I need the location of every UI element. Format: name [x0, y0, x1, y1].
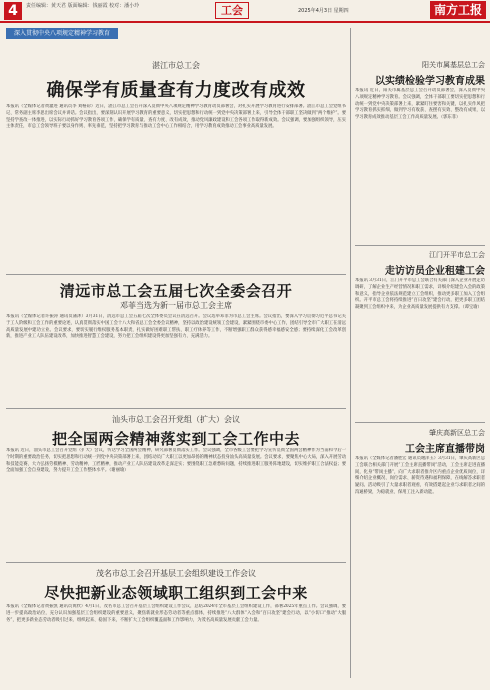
right1-headline: 以实绩检验学习教育成果 [375, 76, 485, 87]
column-tag: 深入贯彻中央八项规定精神学习教育 [6, 28, 118, 39]
article4-body [6, 604, 346, 684]
page-header [0, 0, 490, 22]
right3-text: 本报讯（全媒体记者潘胜宏 通讯员谢泽玉）3月31日，肇庆高新区总工会联合相关部门开展“工会主席直播带岗”活动，工会主席走进直播间，化身“带岗主播”，向广大求职者推介区内重点企业优质岗位，详细介绍企业概况、岗位需求、薪资待遇和福利保障，在线解答求职者疑问。活动吸引了大量求职者观看，有效搭建起企业与求职者之间的沟通桥梁，为稳就业、保用工注入新动能。 [355, 456, 485, 495]
article4-headline: 尽快把新业态领域职工组织到工会中来 [44, 584, 308, 602]
right-divider-1 [355, 245, 485, 246]
editor-credits [26, 3, 139, 10]
article2-headline: 清远市总工会五届七次全委会召开 [59, 282, 293, 300]
right1-kicker: 阳关市属基层总工会 [422, 61, 485, 69]
article1-text: 本报讯（全媒体记者黄灌进 通讯员李 刘格彩）近日，湛江市总工会召开深入贯彻中央八项规定精神学习教育动员部署会，对扎实开展学习教育进行安排部署。湛江市总工会党组书记、常务副主席李思出席会议并讲话。会议指出，要深刻认识开展学习教育的重要意义，切实把思想和行动统一到党中央决策部署上来，引导全体干部职工坚决做到“两个维护”。要坚持学查改一体推进，以实际行动抓好学习教育各项工作，确保学有质量、查有力度、改有成效，推动党风廉政建设和工会各项工作取得新成效。会议强调，要加强组织领导，压实主体责任，市总工会领导班子要以身作则、率先垂范，坚持把学习教育与推动工会中心工作相结合，用学习教育成效推动工会事业高质量发展。 [6, 104, 346, 130]
article1-headline: 确保学有质量查有力度改有成效 [46, 80, 306, 101]
article2-body [6, 314, 346, 404]
article2-text: 本报讯（全媒体记者许振涛 通讯员蒲沐）3月31日，清远市总工会五届七次全体委员会议在清远召开。会议选举邓菲为市总工会主席。会议指出，要深入学习贯彻习近平总书记关于工人阶级和工会工作的重要论述，认真贯彻落实中国工会十八大和省总工会全委会议精神，坚持以政治建设统领工会建设，紧紧围绕市委中心工作，团结引导全市广大职工在清远高质量发展中建功立业。会议要求，要切实履行维权服务基本职责，扎实做好困难职工帮扶、职工疗休养等工作，不断增强职工群众获得感幸福感安全感；要持续深化工会改革创新，推进产业工人队伍建设改革，加快推进智慧工会建设，努力把工会组织建设得更加坚强有力、充满活力。 [6, 314, 346, 340]
article3-headline: 把全国两会精神落实到工会工作中去 [51, 430, 300, 448]
section-divider-2 [6, 408, 346, 409]
column-divider [350, 28, 351, 678]
article3-text: 本报讯 近日，汕头市总工会召开党组（扩大）会议，传达学习全国两会精神，研究部署贯彻落实工作。会议强调，全市各级工会要把学习宣传贯彻全国两会精神作为当前和今后一个时期的重要政治任务，切实把思想和行动统一到党中央决策部署上来，团结动员广大职工以更加昂扬的精神状态投身汕头高质量发展。会议要求，要聚焦中心大局，深入开展劳动和技能竞赛，大力弘扬劳模精神、劳动精神、工匠精神，推动产业工人队伍建设改革走深走实；要围绕职工急难愁盼问题，持续推进职工服务阵地建设，切实维护职工合法权益；要全面加强工会自身建设，努力提升工会工作整体水平。（谢丽瑜） [6, 448, 346, 474]
section-divider [6, 274, 346, 275]
section-divider-3 [6, 562, 346, 563]
article4-kicker: 茂名市总工会召开基层工会组织建设工作会议 [96, 569, 256, 578]
right2-text: 本报讯 3月31日，江门开平市总工会联合有关部门深入企业开展走访调研，了解企业生产经营情况和职工需求，详细介绍建会入会的政策和意义，指导企业依法规范建立工会组织，推动更多职工加入工会组织。开平市总工会将持续推进“百日攻坚”建会行动，把更多职工团结凝聚到工会组织中来，为企业高质量发展提供有力支撑。（谭宝瑜） [355, 278, 485, 311]
page-number: 4 [4, 2, 22, 20]
section-label: 工会 [215, 2, 249, 19]
article2-kicker: 邓菲当选为新一届市总工会主席 [120, 301, 232, 310]
newspaper-masthead: 南方工报 [430, 1, 486, 19]
right-divider-2 [355, 422, 485, 423]
right2-kicker: 江门开平市总工会 [429, 251, 485, 259]
article3-kicker: 汕头市总工会召开党组（扩大）会议 [112, 415, 240, 424]
right3-headline: 工会主席直播带岗 [405, 444, 485, 455]
article3-body [6, 448, 346, 558]
article4-text: 本报讯（全媒体记者黄振凯 通讯员黄欣）4月1日，茂名市总工会召开基层工会组织建设工作会议，总结2024年全市基层工会组织建设工作，部署2025年重点工作。会议强调，要进一步提高政治站位，充分认识加强基层工会组织建设的重要意义，聚焦新就业形态劳动者等重点群体，持续推进“八大群体”入会和“百日攻坚”建会行动，以“小切口”推动“大服务”，把更多新业态劳动者吸引过来、组织起来、稳固下来，不断扩大工会组织覆盖面和工作影响力，为茂名高质量发展贡献工会力量。 [6, 604, 346, 623]
article1-body [6, 104, 346, 270]
right3-kicker: 肇庆高新区总工会 [429, 429, 485, 437]
editor-line: 责任编辑：黄天君 版面编辑：钱丽霞 校对：潘小玲 [26, 3, 140, 9]
right1-text: 本报讯 近日，阳关市属基层总工会召开动员部署会，深入贯彻中央八项规定精神学习教育。会议强调，全体干部职工要切实把思想和行动统一到党中央决策部署上来，紧紧盯住要害和关键，以扎实作风把学习教育抓实抓细，做到学习有收获、查摆有实效、整改有成果，以学习教育成效推动基层工会工作高质量发展。（郭东菲） [355, 88, 485, 121]
article1-kicker: 湛江市总工会 [152, 61, 200, 70]
issue-date: 2025年4月3日 星期四 [298, 8, 349, 14]
header-rule [0, 21, 490, 23]
right2-headline: 走访访员企业租建工会 [385, 266, 485, 277]
